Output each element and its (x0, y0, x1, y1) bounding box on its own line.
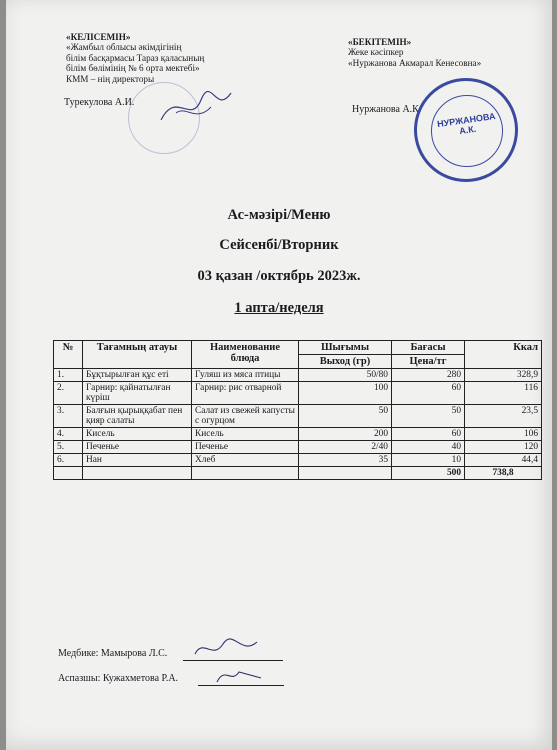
row-kcal: 44,4 (465, 454, 542, 467)
date-title: 03 қазан /октябрь 2023ж. (197, 268, 361, 284)
row-kz-name: Нан (83, 454, 192, 467)
row-price: 280 (392, 369, 465, 382)
table-row (54, 454, 542, 467)
approval-left-line: КММ – нің директоры (66, 73, 155, 84)
row-yield: 2/40 (299, 441, 392, 454)
table-row (54, 405, 542, 428)
header-ru-name: Наименование блюда (192, 341, 299, 369)
table-row (54, 369, 542, 382)
approval-left-heading: «КЕЛІСЕМІН» (66, 32, 131, 42)
cook-signature-label: Аспазшы: Кужахметова Р.А. (58, 673, 179, 684)
header-price-kz: Бағасы (392, 341, 465, 355)
approval-left-line: білім бөлімінің № 6 орта мектебі» (66, 63, 200, 74)
approval-left-line: «Жамбыл облысы әкімдігінің (66, 42, 182, 53)
approval-right (348, 37, 481, 68)
row-kz-name: Гарнир: қайнатылған күріш (83, 382, 192, 405)
week-title: 1 апта/неделя (234, 300, 324, 316)
approval-left (66, 32, 204, 84)
row-yield: 35 (299, 454, 392, 467)
row-price: 60 (392, 428, 465, 441)
row-price: 40 (392, 441, 465, 454)
row-ru-name: Кисель (192, 428, 299, 441)
header-yield-kz: Шығымы (299, 341, 392, 355)
total-kcal: 738,8 (465, 467, 542, 480)
day-title: Сейсенбі/Вторник (219, 237, 339, 253)
row-kz-name: Кисель (83, 428, 192, 441)
approval-right-heading: «БЕКІТЕМІН» (348, 37, 412, 47)
row-yield: 200 (299, 428, 392, 441)
nurse-signature-label: Медбике: Мамырова Л.С. (58, 648, 168, 659)
row-num: 6. (54, 454, 83, 467)
approval-right-signer: Нуржанова А.К. (352, 104, 422, 115)
approval-right-line: Жеке кәсіпкер (348, 47, 404, 58)
header-num: № (54, 341, 83, 369)
table-header-row (54, 341, 542, 355)
table-row (54, 441, 542, 454)
row-ru-name: Хлеб (192, 454, 299, 467)
row-kz-name: Печенье (83, 441, 192, 454)
table-total-row (54, 467, 542, 480)
menu-table (53, 340, 542, 480)
total-price: 500 (392, 467, 465, 480)
menu-title: Ас-мәзірі/Меню (227, 207, 331, 223)
row-ru-name: Гарнир: рис отварной (192, 382, 299, 405)
row-num: 2. (54, 382, 83, 405)
row-ru-name: Печенье (192, 441, 299, 454)
row-num: 4. (54, 428, 83, 441)
entrepreneur-stamp (414, 78, 518, 182)
table-row (54, 382, 542, 405)
approval-left-signer: Турекулова А.И. (64, 97, 135, 108)
header-kcal: Ккал (465, 341, 542, 369)
row-kz-name: Бұқтырылған құс еті (83, 369, 192, 382)
row-price: 10 (392, 454, 465, 467)
row-kcal: 106 (465, 428, 542, 441)
document-page (6, 0, 552, 750)
row-num: 1. (54, 369, 83, 382)
approval-left-line: білім басқармасы Тараз қаласының (66, 52, 205, 63)
table-row (54, 428, 542, 441)
header-price-ru: Цена/тг (392, 355, 465, 369)
row-num: 5. (54, 441, 83, 454)
row-kz-name: Балғын қырыққабат пен қияр салаты (83, 405, 192, 428)
row-ru-name: Гуляш из мяса птицы (192, 369, 299, 382)
row-kcal: 23,5 (465, 405, 542, 428)
row-kcal: 116 (465, 382, 542, 405)
approval-right-line: «Нуржанова Акмарал Кенесовна» (348, 57, 482, 68)
row-price: 60 (392, 382, 465, 405)
row-ru-name: Салат из свежей капусты с огурцом (192, 405, 299, 428)
header-kz-name: Тағамның атауы (83, 341, 192, 369)
row-yield: 100 (299, 382, 392, 405)
row-kcal: 328,9 (465, 369, 542, 382)
row-price: 50 (392, 405, 465, 428)
header-yield-ru: Выход (гр) (299, 355, 392, 369)
row-num: 3. (54, 405, 83, 428)
cook-signature (211, 662, 271, 688)
row-yield: 50/80 (299, 369, 392, 382)
director-signature (156, 85, 236, 130)
stamp-text: НУРЖАНОВА А.К. (436, 111, 497, 137)
nurse-signature (191, 636, 261, 662)
row-kcal: 120 (465, 441, 542, 454)
row-yield: 50 (299, 405, 392, 428)
